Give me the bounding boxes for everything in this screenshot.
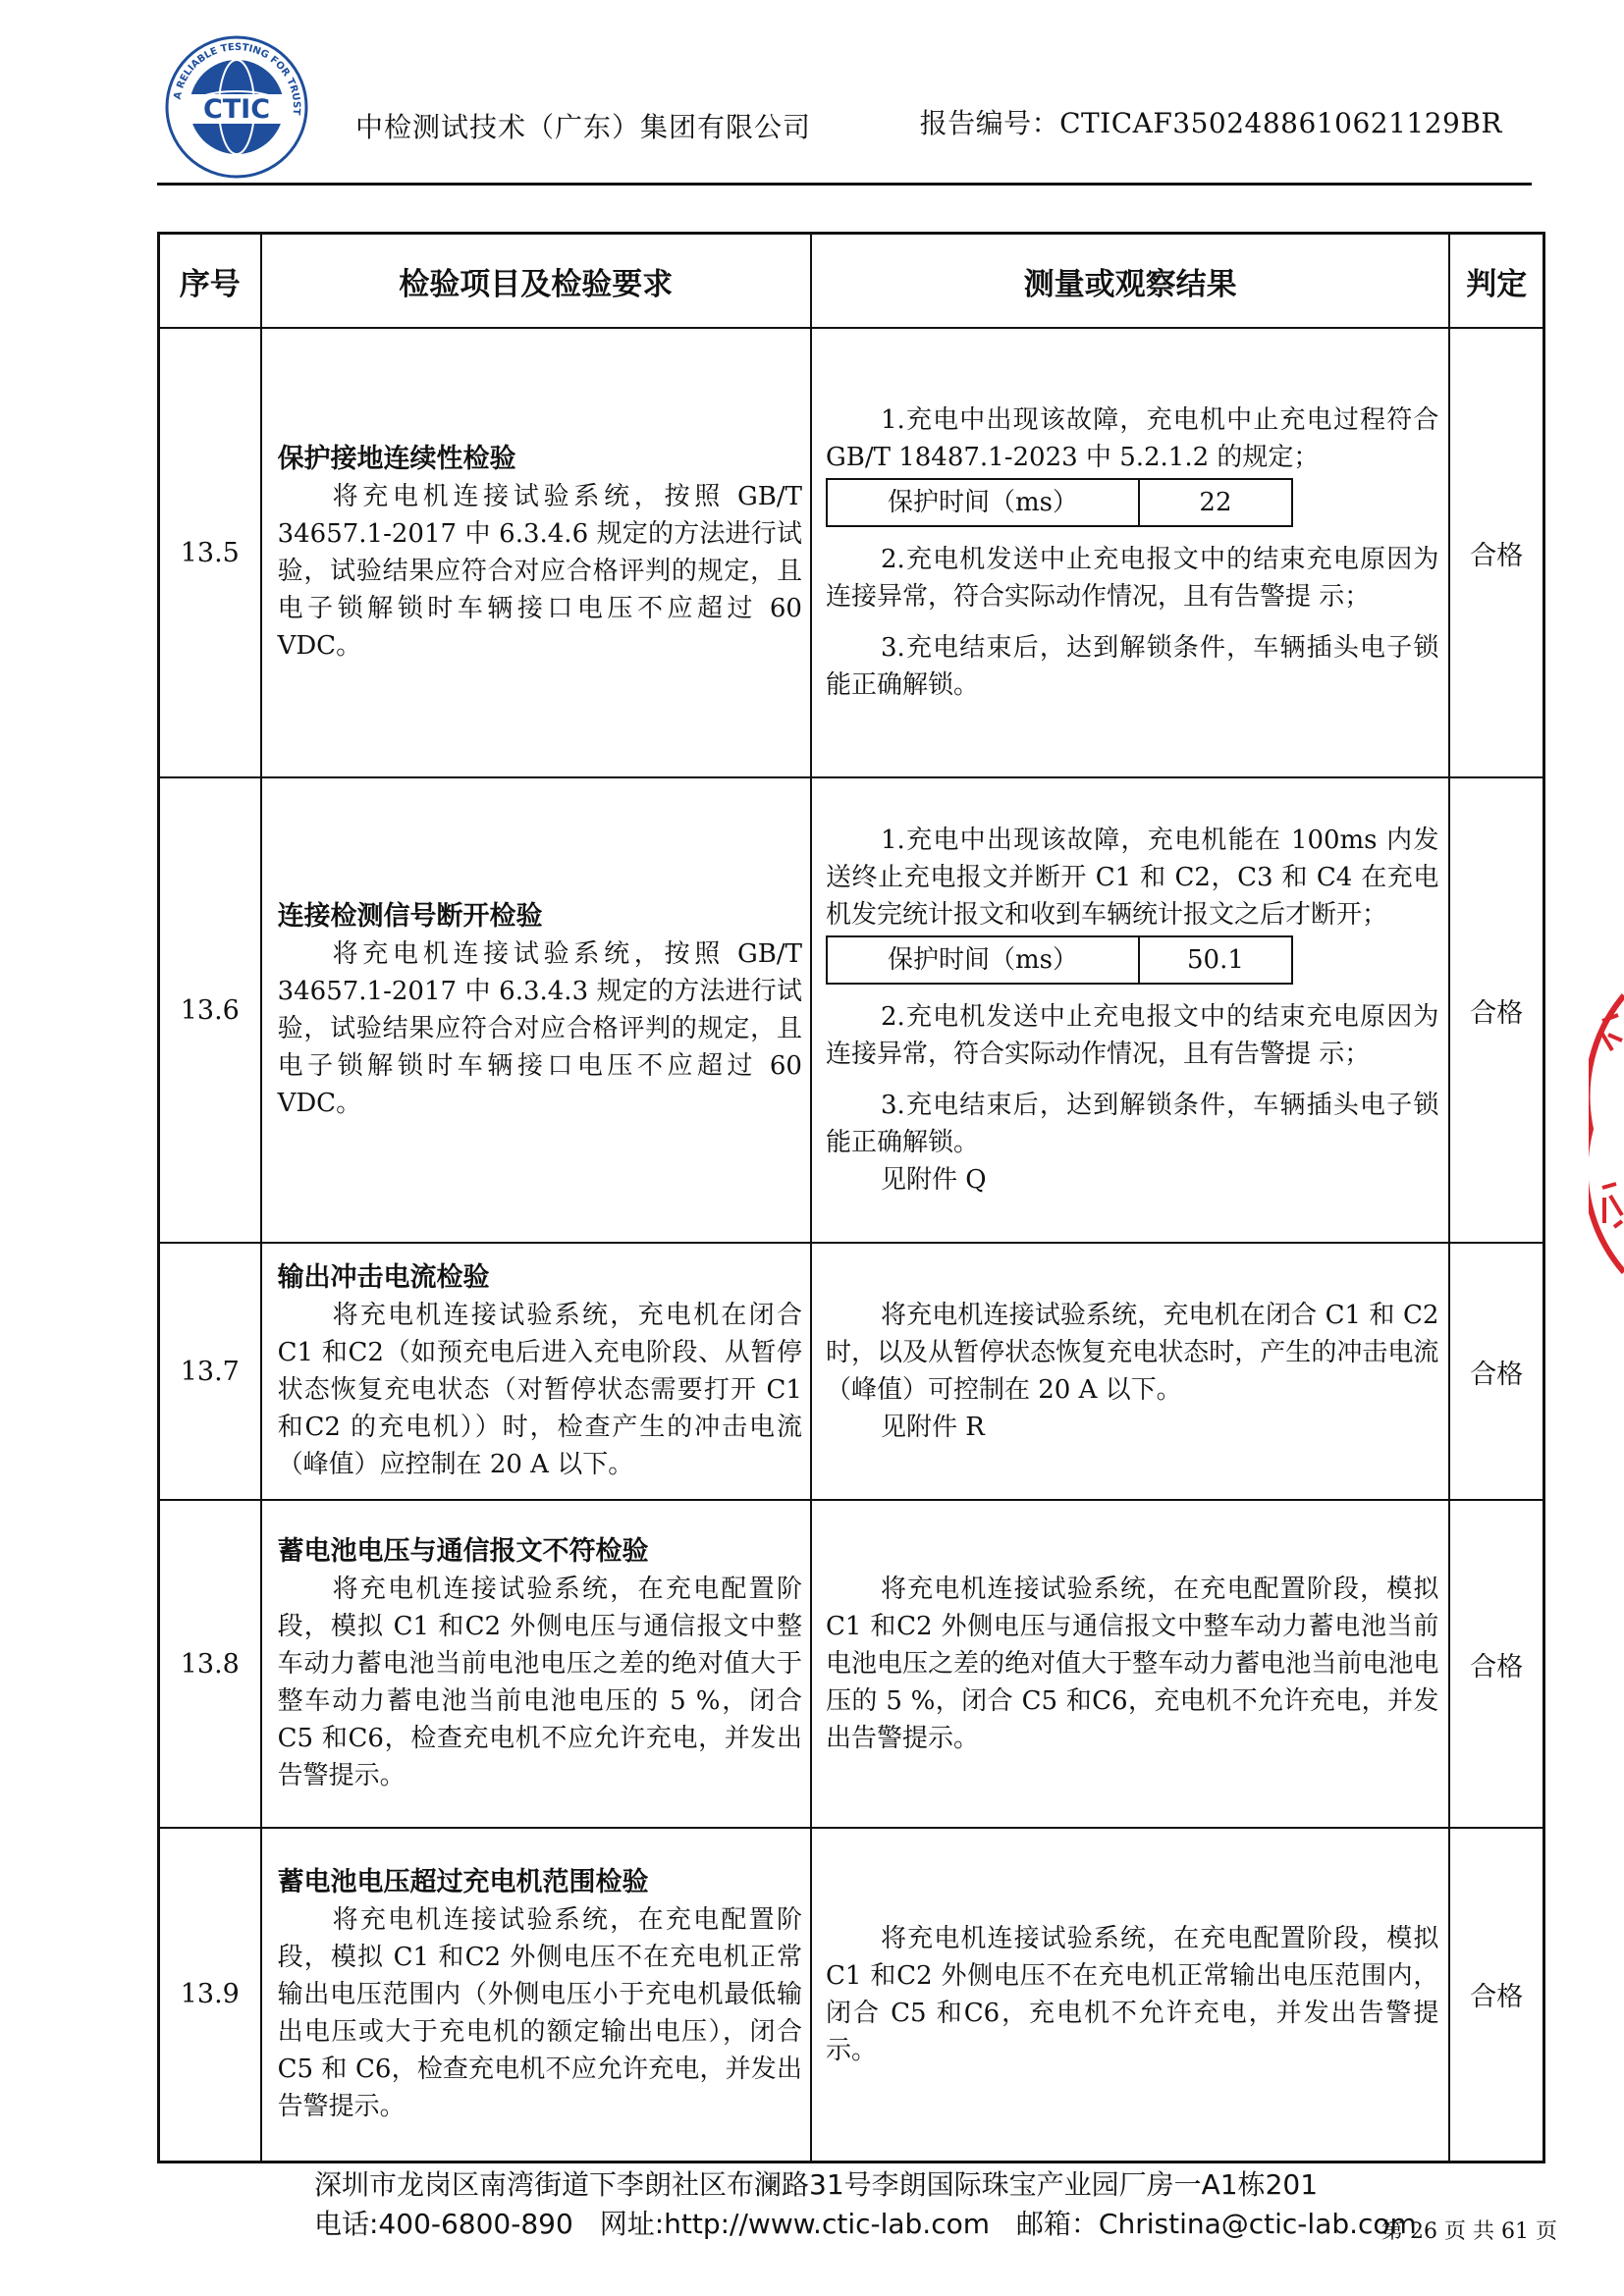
verdict: 合格 — [1449, 777, 1543, 1243]
protection-time-label: 保护时间（ms） — [827, 479, 1139, 526]
item-title: 蓄电池电压与通信报文不符检验 — [277, 1536, 649, 1567]
result-text: 2.充电机发送中止充电报文中的结束充电原因为连接异常，符合实际动作情况，且有告警提 示； — [825, 545, 1439, 612]
item-cell — [261, 1500, 811, 1828]
verdict: 合格 — [1449, 1828, 1543, 2162]
result-text: 将充电机连接试验系统，在充电配置阶段，模拟 C1 和C2 外侧电压与通信报文中整车动力蓄电池当前电池电压之差的绝对值大于整车动力蓄电池当前电池电压的 5 %，闭合 C5 和C6，充电机不允许充电，并发出告警提示。 — [825, 1575, 1439, 1753]
table-row — [159, 777, 1544, 1243]
item-requirement: 将充电机连接试验系统，按照 GB/T 34657.1-2017 中 6.3.4.6 规定的方法进行试验，试验结果应符合对应合格评判的规定，且电子锁解锁时车辆接口电压不应超过 60 VDC。 — [277, 482, 802, 661]
result-text: 将充电机连接试验系统，充电机在闭合 C1 和 C2 时，以及从暂停状态恢复充电状态时，产生的冲击电流（峰值）可控制在 20 A 以下。 — [825, 1301, 1439, 1405]
column-header-no: 序号 — [159, 234, 261, 329]
footer-email[interactable]: 邮箱：Christina@ctic-lab.com — [1015, 2208, 1417, 2240]
row-number: 13.7 — [159, 1243, 261, 1500]
result-text: 3.充电结束后，达到解锁条件，车辆插头电子锁能正确解锁。 — [825, 1091, 1439, 1157]
row-number: 13.9 — [159, 1828, 261, 2162]
inspection-table — [157, 232, 1545, 2163]
footer-contact — [314, 2203, 1435, 2242]
result-text: 将充电机连接试验系统，在充电配置阶段，模拟 C1 和C2 外侧电压不在充电机正常输出电压范围内，闭合 C5 和C6，充电机不允许充电，并发出告警提示。 — [825, 1923, 1439, 2065]
appendix-ref: 见附件 Q — [880, 1165, 987, 1195]
item-cell — [261, 328, 811, 777]
column-header-verdict: 判定 — [1449, 234, 1543, 329]
verdict: 合格 — [1449, 328, 1543, 777]
footer-website[interactable]: 网址:http://www.ctic-lab.com — [599, 2208, 991, 2240]
table-row — [159, 1500, 1544, 1828]
item-requirement: 将充电机连接试验系统，按照 GB/T 34657.1-2017 中 6.3.4.3 规定的方法进行试验，试验结果应符合对应合格评判的规定，且电子锁解锁时车辆接口电压不应超过 60 VDC。 — [277, 939, 802, 1118]
item-cell — [261, 1828, 811, 2162]
item-requirement: 将充电机连接试验系统，充电机在闭合 C1 和C2（如预充电后进入充电阶段、从暂停状态恢复充电状态（对暂停状态需要打开 C1 和C2 的充电机））时，检查产生的冲击电流（峰值）应控制在 20 A 以下。 — [277, 1301, 802, 1479]
item-title: 输出冲击电流检验 — [277, 1262, 490, 1293]
ctic-logo — [163, 33, 310, 181]
verdict: 合格 — [1449, 1243, 1543, 1500]
result-text: 2.充电机发送中止充电报文中的结束充电原因为连接异常，符合实际动作情况，且有告警提 示； — [825, 1002, 1439, 1069]
company-name: 中检测试技术（广东）集团有限公司 — [355, 111, 812, 143]
row-number: 13.6 — [159, 777, 261, 1243]
row-number: 13.8 — [159, 1500, 261, 1828]
footer-address: 深圳市龙岗区南湾街道下李朗社区布澜路31号李朗国际珠宝产业园厂房一A1栋201 — [314, 2168, 1319, 2201]
table-row — [159, 1243, 1544, 1500]
result-cell — [811, 1500, 1449, 1828]
result-cell — [811, 777, 1449, 1243]
report-number: 报告编号：CTICAF3502488610621129BR — [919, 107, 1502, 139]
protection-time-value: 22 — [1139, 479, 1292, 526]
logo-text: CTIC — [202, 94, 271, 125]
result-cell — [811, 1243, 1449, 1500]
table-row — [159, 328, 1544, 777]
item-cell — [261, 1243, 811, 1500]
logo-ring-text: A RELIABLE TESTING FOR TRUST — [172, 41, 302, 116]
header-divider — [157, 183, 1532, 186]
result-text: 1.充电中出现该故障，充电机中止充电过程符合 GB/T 18487.1-2023 中 5.2.1.2 的规定； — [825, 405, 1439, 472]
item-title: 保护接地连续性检验 — [277, 444, 516, 474]
page-number: 第 26 页 共 61 页 — [1381, 2219, 1557, 2244]
result-cell — [811, 1828, 1449, 2162]
result-text: 1.充电中出现该故障，充电机能在 100ms 内发送终止充电报文并断开 C1 和 C2，C3 和 C4 在充电机发完统计报文和收到车辆统计报文之后才断开； — [825, 826, 1439, 930]
protection-time-value: 50.1 — [1139, 936, 1292, 984]
item-requirement: 将充电机连接试验系统，在充电配置阶段，模拟 C1 和C2 外侧电压与通信报文中整车动力蓄电池当前电池电压之差的绝对值大于整车动力蓄电池当前电池电压的 5 %，闭合 C5 和C6，检查充电机不应允许充电，并发出告警提示。 — [277, 1575, 802, 1790]
table-header-row — [159, 234, 1544, 329]
item-cell — [261, 777, 811, 1243]
seal-stamp — [1589, 991, 1624, 1276]
verdict: 合格 — [1449, 1500, 1543, 1828]
appendix-ref: 见附件 R — [880, 1413, 985, 1442]
column-header-result: 测量或观察结果 — [811, 234, 1449, 329]
item-requirement: 将充电机连接试验系统，在充电配置阶段，模拟 C1 和C2 外侧电压不在充电机正常输出电压范围内（外侧电压小于充电机最低输出电压或大于充电机的额定输出电压），闭合 C5 和 C6，检查充电机不应允许充电，并发出告警提示。 — [277, 1904, 802, 2121]
result-text: 3.充电结束后，达到解锁条件，车辆插头电子锁能正确解锁。 — [825, 633, 1439, 700]
item-title: 蓄电池电压超过充电机范围检验 — [277, 1866, 649, 1897]
item-title: 连接检测信号断开检验 — [277, 901, 543, 932]
protection-time-label: 保护时间（ms） — [827, 936, 1139, 984]
protection-time-table — [826, 935, 1293, 985]
footer-phone: 电话:400-6800-890 — [314, 2208, 573, 2240]
column-header-item: 检验项目及检验要求 — [261, 234, 811, 329]
result-cell — [811, 328, 1449, 777]
row-number: 13.5 — [159, 328, 261, 777]
table-row — [159, 1828, 1544, 2162]
protection-time-table — [826, 478, 1293, 527]
